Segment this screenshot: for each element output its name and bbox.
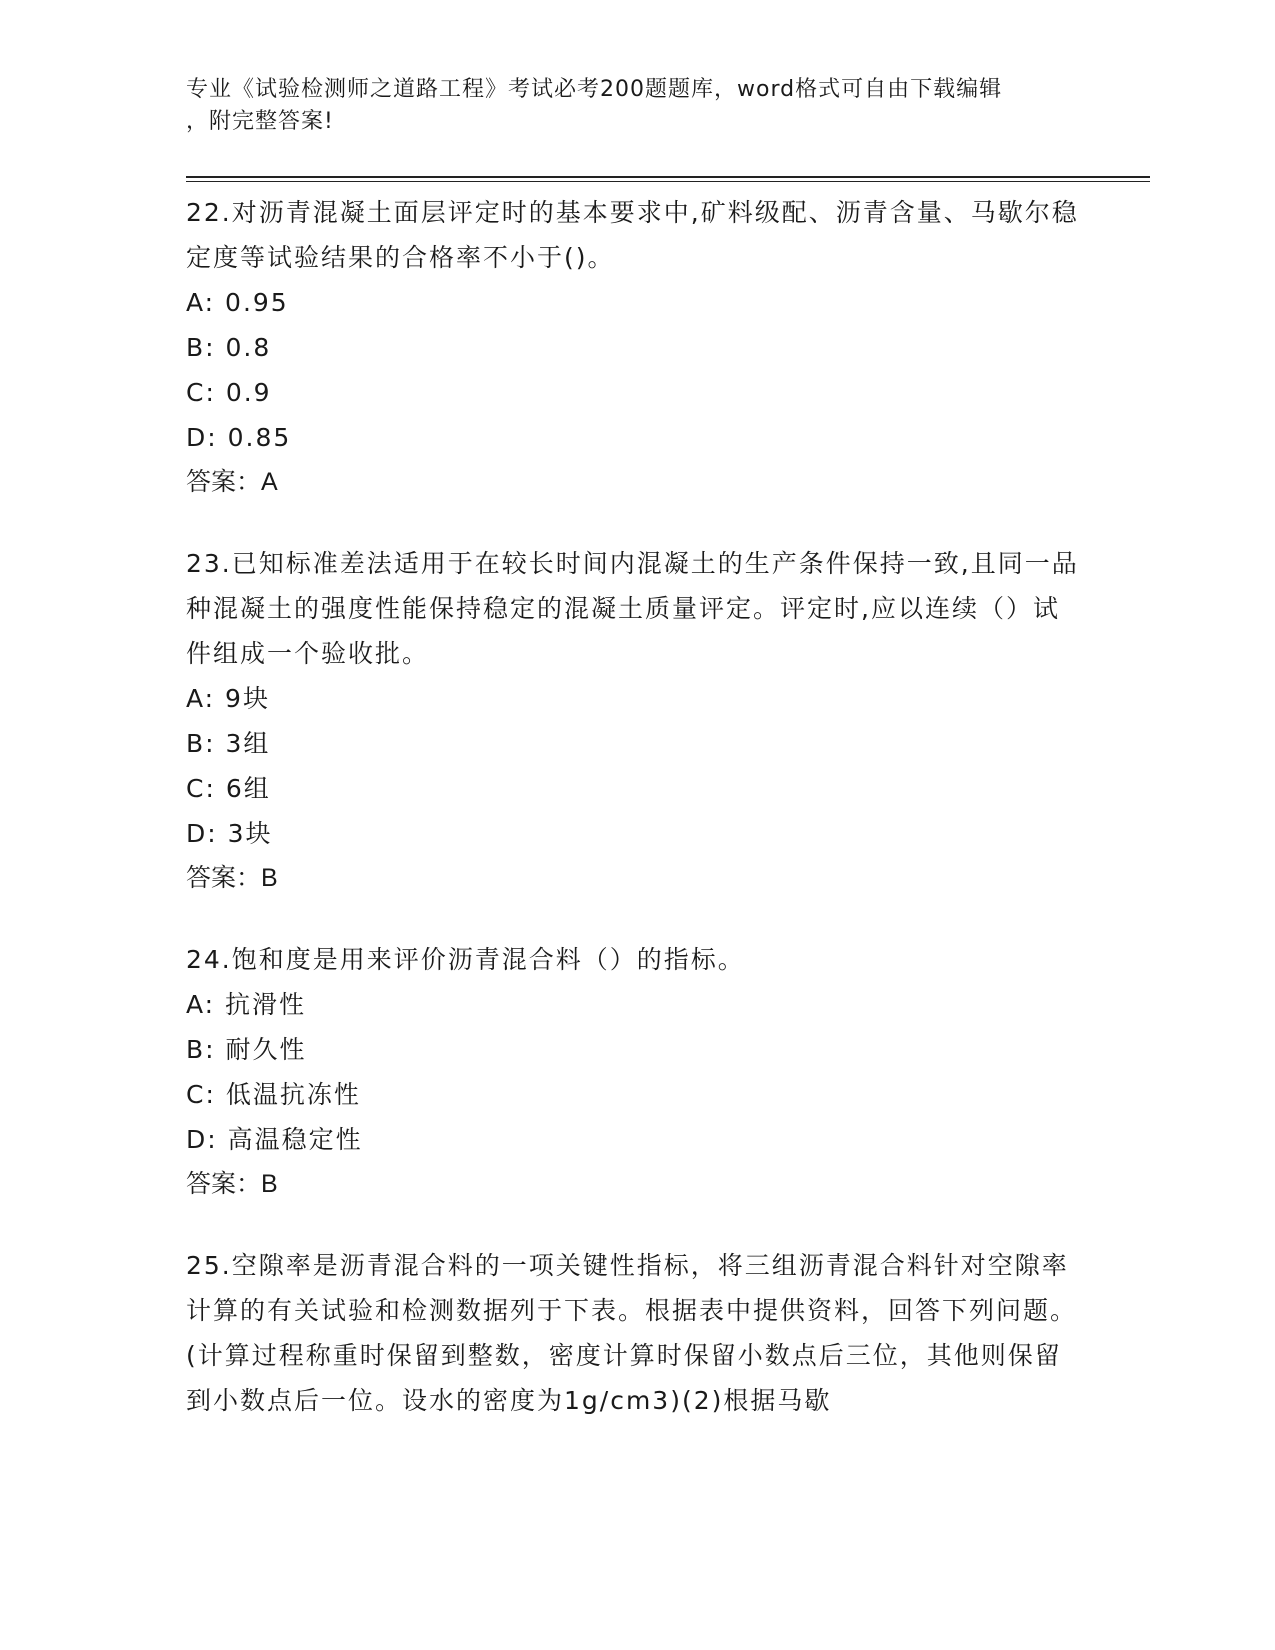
option-b: B: 0.8 xyxy=(186,333,272,362)
header-line-1: 专业《试验检测师之道路工程》考试必考200题题库，word格式可自由下载编辑 xyxy=(186,77,1003,102)
option-c: C: 0.9 xyxy=(186,378,272,407)
question-23 xyxy=(186,541,1086,901)
option-c: C: 6组 xyxy=(186,774,271,803)
question-25 xyxy=(186,1243,1086,1423)
option-a: A: 抗滑性 xyxy=(186,990,307,1019)
option-c: C: 低温抗冻性 xyxy=(186,1080,361,1109)
question-stem: 24.饱和度是用来评价沥青混合料（）的指标。 xyxy=(186,945,745,974)
header-line-2: ，附完整答案! xyxy=(186,109,334,134)
option-d: D: 0.85 xyxy=(186,423,292,452)
header-divider-thin xyxy=(186,181,1150,182)
option-d: D: 高温稳定性 xyxy=(186,1125,363,1154)
question-stem: 23.已知标准差法适用于在较长时间内混凝土的生产条件保持一致,且同一品种混凝土的强度性能保持稳定的混凝土质量评定。评定时,应以连续（）试件组成一个验收批。 xyxy=(186,549,1079,668)
header-divider-thick xyxy=(186,176,1150,178)
answer: 答案：B xyxy=(186,864,278,892)
question-24 xyxy=(186,937,1086,1207)
option-d: D: 3块 xyxy=(186,819,273,848)
question-stem: 25.空隙率是沥青混合料的一项关键性指标，将三组沥青混合料针对空隙率计算的有关试验和检测数据列于下表。根据表中提供资料，回答下列问题。(计算过程称重时保留到整数，密度计算时保留小数点后三位，其他则保留到小数点后一位。设水的密度为1g/cm3)(2)根据马歇 xyxy=(186,1251,1078,1415)
option-a: A: 0.95 xyxy=(186,288,289,317)
option-b: B: 3组 xyxy=(186,729,271,758)
answer: 答案：A xyxy=(186,468,278,496)
answer: 答案：B xyxy=(186,1170,278,1198)
option-b: B: 耐久性 xyxy=(186,1035,307,1064)
document-header xyxy=(186,74,1066,138)
question-list xyxy=(186,190,1086,1459)
option-a: A: 9块 xyxy=(186,684,270,713)
question-22 xyxy=(186,190,1086,505)
question-stem: 22.对沥青混凝土面层评定时的基本要求中,矿料级配、沥青含量、马歇尔稳定度等试验结果的合格率不小于()。 xyxy=(186,198,1079,272)
